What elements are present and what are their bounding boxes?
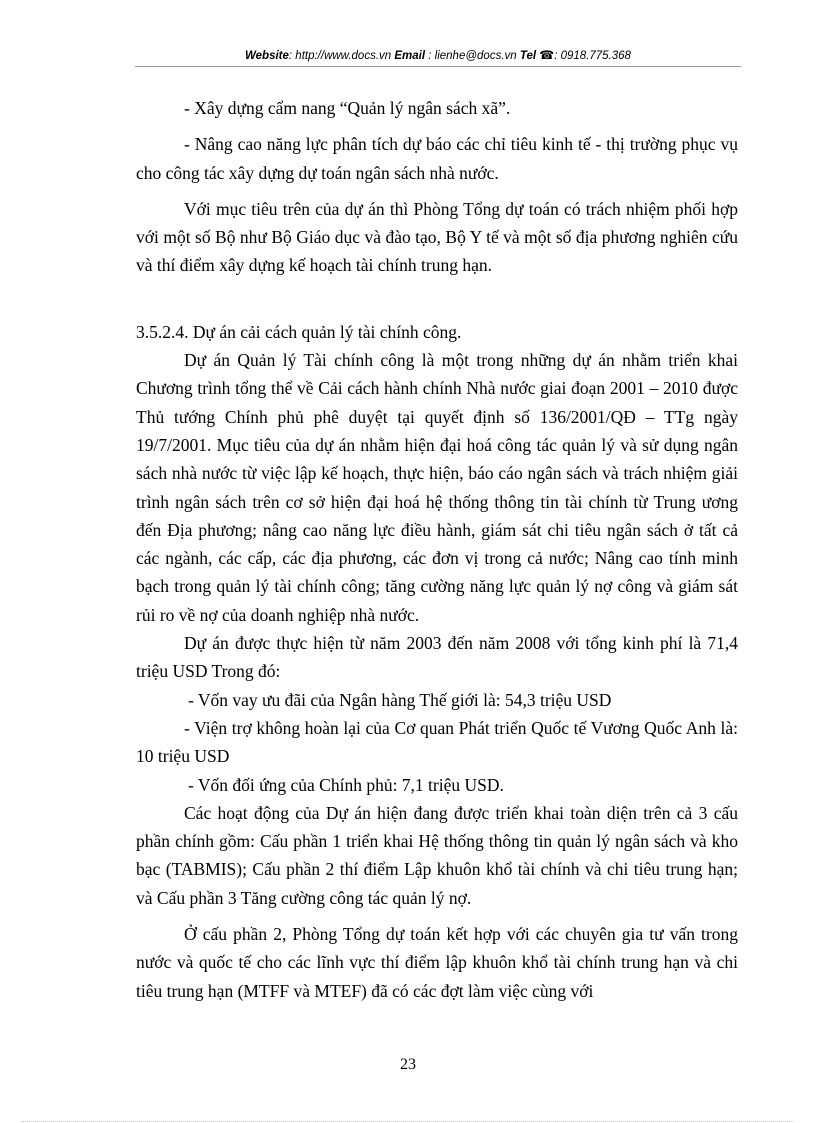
paragraph: Dự án Quản lý Tài chính công là một trong những dự án nhằm triển khai Chương trình tổng thể về Cải cách hành chính Nhà nước giai đoạn 2001 – 2010 được Thủ tướng Chính phủ phê duyệt tại quyết định số 136/2001/QĐ – TTg ngày 19/7/2001. Mục tiêu của dự án nhằm hiện đại hoá công tác quản lý và sử dụng ngân sách nhà nước từ việc lập kế hoạch, thực hiện, báo cáo ngân sách và trách nhiệm giải trình ngân sách trên cơ sở hiện đại hoá hệ thống thông tin tài chính từ Trung ương đến Địa phương; nâng cao năng lực điều hành, giám sát chi tiêu ngân sách ở tất cả các ngành, các cấp, các địa phương, các đơn vị trong cả nước; Nâng cao tính minh bạch trong quản lý tài chính công; tăng cường năng lực quản lý nợ công và giám sát rủi ro về nợ của doanh nghiệp nhà nước. xyxy=(136,350,738,625)
tel-label: Tel xyxy=(519,50,537,62)
website-label: Website xyxy=(245,50,289,62)
website-separator: : xyxy=(288,50,296,62)
paragraph: - Nâng cao năng lực phân tích dự báo các chỉ tiêu kinh tế - thị trường phục vụ cho công tác xây dựng dự toán ngân sách nhà nước. xyxy=(136,134,738,183)
list-item: - Vốn vay ưu đãi của Ngân hàng Thế giới là: 54,3 triệu USD xyxy=(188,689,612,710)
page-number: 23 xyxy=(400,1056,416,1073)
list-item: - Vốn đối ứng của Chính phủ: 7,1 triệu USD. xyxy=(188,774,504,795)
email-label: Email xyxy=(394,50,426,62)
paragraph: Các hoạt động của Dự án hiện đang được triển khai toàn diện trên cả 3 cấu phần chính gồm: Cấu phần 1 triển khai Hệ thống thông tin quản lý ngân sách và kho bạc (TABMIS); Cấu phần 2 thí điểm Lập khuôn khổ tài chính và chi tiêu trung hạn; và Cấu phần 3 Tăng cường công tác quản lý nợ. xyxy=(136,802,738,908)
tel-value: 0918.775.368 xyxy=(560,50,631,62)
section-heading: 3.5.2.4. Dự án cải cách quản lý tài chính công. xyxy=(136,321,462,342)
page-bottom-border xyxy=(22,1121,794,1122)
page-header xyxy=(135,48,741,64)
paragraph: Với mục tiêu trên của dự án thì Phòng Tổng dự toán có trách nhiệm phối hợp với một số Bộ như Bộ Giáo dục và đào tạo, Bộ Y tế và một số địa phương nghiên cứu và thí điểm xây dựng kế hoạch tài chính trung hạn. xyxy=(136,198,738,276)
header-divider xyxy=(135,66,741,67)
email-separator: : xyxy=(425,50,435,62)
website-link[interactable]: http://www.docs.vn xyxy=(295,50,392,62)
paragraph: Ở cấu phần 2, Phòng Tổng dự toán kết hợp với các chuyên gia tư vấn trong nước và quốc tế cho các lĩnh vực thí điểm lập khuôn khổ tài chính trung hạn và chi tiêu trung hạn (MTFF và MTEF) đã có các đợt làm việc cùng với xyxy=(136,924,738,1001)
paragraph: - Xây dựng cẩm nang “Quản lý ngân sách xã”. xyxy=(184,98,511,118)
paragraph: Dự án được thực hiện từ năm 2003 đến năm 2008 với tổng kinh phí là 71,4 triệu USD Trong đó: xyxy=(136,633,738,682)
email-link[interactable]: lienhe@docs.vn xyxy=(434,50,517,62)
tel-separator: : xyxy=(554,50,561,62)
phone-icon: ☎ xyxy=(539,48,555,62)
list-item: - Viện trợ không hoàn lại của Cơ quan Phát triển Quốc tế Vương Quốc Anh là: 10 triệu USD xyxy=(136,717,738,767)
document-body xyxy=(136,94,738,1005)
